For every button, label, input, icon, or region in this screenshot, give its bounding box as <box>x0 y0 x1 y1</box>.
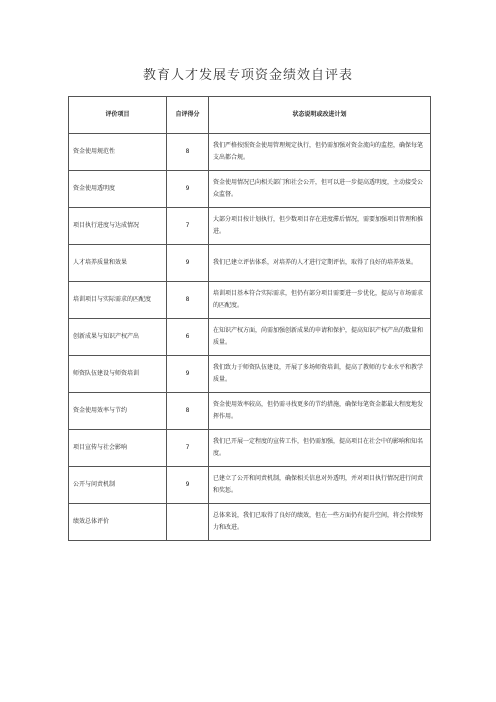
page-title: 教育人才发展专项资金绩效自评表 <box>142 68 353 83</box>
row-item: 资金使用效率与节约 <box>69 393 167 430</box>
table-row <box>69 319 431 356</box>
row-description: 资金使用效率较高，但仍需寻找更多的节约措施，确保每笔资金都最大程度地发挥作用。 <box>209 393 431 430</box>
row-score: 8 <box>167 134 209 171</box>
table-row <box>69 356 431 393</box>
row-score: 9 <box>167 356 209 393</box>
row-description: 培训项目基本符合实际需求，但仍有部分项目需要进一步优化，提高与市场需求的匹配度。 <box>209 282 431 319</box>
table-row <box>69 467 431 504</box>
row-item: 绩效总体评价 <box>69 504 167 541</box>
row-description: 在知识产权方面，尚需加强创新成果的申请和保护，提高知识产权产出的数量和质量。 <box>209 319 431 356</box>
row-item: 资金使用透明度 <box>69 171 167 208</box>
table-row <box>69 208 431 245</box>
row-item: 项目执行进度与达成情况 <box>69 208 167 245</box>
table-header-row <box>69 97 431 134</box>
row-description: 总体来说，我们已取得了良好的绩效，但在一些方面仍有提升空间，将会持续努力和改进。 <box>209 504 431 541</box>
table-row <box>69 282 431 319</box>
header-status-description: 状态说明或改进计划 <box>209 97 431 134</box>
row-item: 公开与问责机制 <box>69 467 167 504</box>
table-row <box>69 430 431 467</box>
row-item: 师资队伍建设与师资培训 <box>69 356 167 393</box>
row-score: 8 <box>167 282 209 319</box>
row-description: 我们严格按照资金使用管理规定执行，但仍需加强对资金流向的监控，确保每笔支出都合规。 <box>209 134 431 171</box>
table-row <box>69 504 431 541</box>
row-description: 资金使用情况已向相关部门和社会公开，但可以进一步提高透明度，主动接受公众监督。 <box>209 171 431 208</box>
row-item: 资金使用规范性 <box>69 134 167 171</box>
table-row <box>69 393 431 430</box>
row-description: 我们已建立评估体系，对培养的人才进行定期评估，取得了良好的培养效果。 <box>209 245 431 282</box>
row-score: 7 <box>167 430 209 467</box>
row-score: 9 <box>167 245 209 282</box>
row-description: 大部分项目按计划执行，但少数项目存在进度滞后情况，需要加强项目管理和推进。 <box>209 208 431 245</box>
row-item: 培训项目与实际需求的匹配度 <box>69 282 167 319</box>
evaluation-table <box>68 96 431 541</box>
row-score: 9 <box>167 171 209 208</box>
row-item: 项目宣传与社会影响 <box>69 430 167 467</box>
row-item: 创新成果与知识产权产出 <box>69 319 167 356</box>
row-item: 人才培养质量和效果 <box>69 245 167 282</box>
row-score <box>167 504 209 541</box>
table-row <box>69 245 431 282</box>
row-score: 8 <box>167 393 209 430</box>
table-row <box>69 134 431 171</box>
row-description: 我们致力于师资队伍建设，开展了多场师资培训，提高了教师的专业水平和教学质量。 <box>209 356 431 393</box>
row-score: 7 <box>167 208 209 245</box>
header-self-score: 自评得分 <box>167 97 209 134</box>
row-description: 已建立了公开和问责机制，确保相关信息对外透明，并对项目执行情况进行问责和奖惩。 <box>209 467 431 504</box>
header-evaluation-item: 评价项目 <box>69 97 167 134</box>
table-row <box>69 171 431 208</box>
row-score: 6 <box>167 319 209 356</box>
row-description: 我们已开展一定程度的宣传工作，但仍需加强，提高项目在社会中的影响和知名度。 <box>209 430 431 467</box>
row-score: 9 <box>167 467 209 504</box>
